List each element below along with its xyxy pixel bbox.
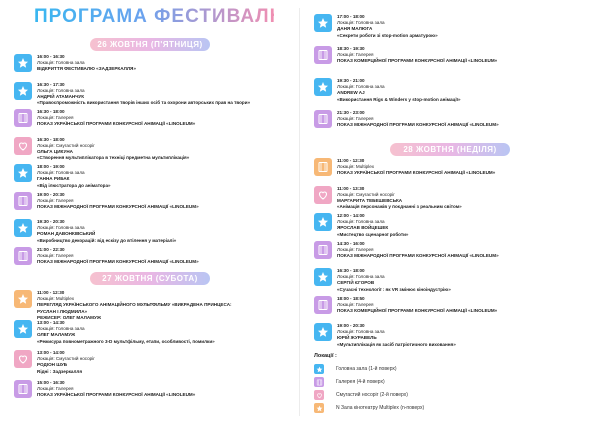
event-location: Локація: Головна зала [37,60,85,66]
event-time: 17:00 - 18:00 [337,14,365,19]
event-location: Локація: Multiplex [37,296,75,302]
event-text [37,290,299,321]
event-location: Локація: Галерея [337,52,374,58]
star-icon [14,164,32,182]
event-description: «Правоспроможність використання творів інших осіб та охорони авторських прав на твори» [37,100,251,106]
event-location: Локація: Multiplex [337,164,375,170]
legend-label: Головна зала (1-й поверх) [336,366,397,372]
event-location: Локація: Головна зала [37,170,85,176]
event-text [337,78,599,103]
event-text [337,323,599,348]
event-description: «Анімація персонажів у поєднанні з реальним світом» [337,204,462,210]
event-location: Локація: Галерея [337,116,374,122]
film-icon [14,192,32,210]
legend-label: N Зала кінотеатру Multiplex (n-поверх) [336,405,425,411]
event-speaker: АНДРІЙ АТАМАНЧУК [37,93,85,99]
heart-icon [314,390,324,400]
event-time: 11:00 - 13:30 [337,185,365,191]
event-description: «Виробництво декорацій: від ескізу до втілення у матеріалі» [37,237,177,243]
event-location: Локація: Головна зала [337,84,385,90]
legend-item [314,377,514,387]
event-text [37,350,299,375]
event-time: 16:30 - 18:00 [337,268,365,273]
event-text [337,158,599,177]
event-location: Локація: Головна зала [337,219,385,225]
event-speaker: РОДІОН ШУБ [37,362,68,368]
event-text [37,82,299,107]
event-speaker: МАРГАРИТА ТЕБЕШЕВСЬКА [337,197,403,203]
event-text [337,268,599,293]
event-text [337,46,599,65]
event-text [37,219,299,244]
event-location: Локація: Головна зала [337,20,385,26]
event-description: ПОКАЗ МІЖНАРОДНОЇ ПРОГРАМИ КОНКУРСНОЇ АНІМАЦІЇ «LINOLEUM» [37,258,199,264]
star-icon [314,78,332,96]
film-icon [314,296,332,314]
event-location: Локація: Галерея [37,252,74,258]
event-description: ПОКАЗ МІЖНАРОДНОЇ ПРОГРАМИ КОНКУРСНОЇ АНІМАЦІЇ «LINOLEUM» [337,252,499,258]
star-icon [14,82,32,100]
event-time: 16:00 - 16:30 [37,54,65,59]
day-header-26: 26 ЖОВТНЯ (П'ЯТНИЦЯ) [90,38,210,51]
event-time: 13:00 - 14:30 [37,320,65,325]
event-time: 13:00 - 14:00 [37,350,65,355]
column-divider [299,8,300,416]
event-location: Локація: Головна зала [337,329,385,335]
event-location: Локація: Смугастий носоріг [337,191,395,197]
star-icon [14,320,32,338]
event-location: Локація: Смугастий носоріг [37,356,95,362]
event-text [37,54,299,73]
event-time: 19:30 - 20:30 [37,219,65,224]
film-icon [14,247,32,265]
event-time: 19:30 - 21:00 [337,78,365,83]
film-icon [314,158,332,176]
event-time: 21:30 - 23:00 [337,110,365,115]
legend-label: Галерея (4-й поверх) [336,379,385,385]
event-time: 15:00 - 16:30 [37,380,65,385]
event-speaker: ПЕРЕГЛЯД УКРАЇНСЬКОГО АНІМАЦІЙНОГО МУЛЬТФІЛЬМУ «ВИКРАДЕНА ПРИНЦЕСА: [37,302,232,308]
event-text [37,109,299,128]
event-speaker: ЮРІЙ ЖУРАВЕЛЬ [337,335,377,341]
star-icon [14,219,32,237]
event-location: Локація: Головна зала [37,225,85,231]
event-location: Локація: Головна зала [37,87,85,93]
film-icon [14,380,32,398]
event-time: 18:30 - 19:30 [337,46,365,51]
event-speaker: РОМАН ДАВОНКІВСЬКИЙ [37,231,96,237]
heart-icon [314,186,332,204]
event-location: Локація: Галерея [37,115,74,121]
event-time: 14:30 - 16:00 [337,240,365,246]
event-text [37,247,299,266]
page-title: ПРОГРАМА ФЕСТИВАЛЮ [34,6,291,27]
event-text [337,296,599,315]
event-description: «Від ілюстратора до аніматора» [37,182,111,188]
star-icon [314,268,332,286]
event-text [37,164,299,189]
event-location: Локація: Галерея [37,386,74,392]
event-description: Rідні : Задзеркалля [37,368,83,374]
star-icon [14,54,32,72]
day-header-27: 27 ЖОВТНЯ (СУБОТА) [90,272,210,285]
day-header-28: 28 ЖОВТНЯ (НЕДІЛЯ) [390,143,510,156]
event-text [37,137,299,162]
star-icon [14,290,32,308]
event-text [337,14,599,39]
event-speaker: ДАНЯ МАЛЮГА [337,26,373,32]
event-description: ПОКАЗ КОМЕРЦІЙНОЇ ПРОГРАМИ КОНКУРСНОЇ АНІМАЦІЇ «LINOLEUM» [337,307,498,313]
heart-icon [14,350,32,368]
event-location: Локація: Смугастий носоріг [37,142,95,148]
event-time: 18:00 - 19:00 [37,164,65,169]
event-time: 19:00 - 20:30 [337,323,365,328]
event-speaker: ЯРОСЛАВ ВОЙЦЕШЕК [337,225,389,231]
event-location: Локація: Головна зала [37,326,85,332]
film-icon [314,110,332,128]
event-description: «Використання Rigs & Winders у stop-motion анімації» [337,96,461,102]
event-location: Локація: Галерея [337,301,374,307]
event-description: «Сучасні технології : як VR змінює кіноіндустрію» [337,286,451,292]
event-speaker: ANDREW AJ [337,90,365,96]
event-location: Локація: Головна зала [337,274,385,280]
legend-label: Смугастий носоріг (2-й поверх) [336,392,408,398]
star-icon [314,364,324,374]
event-description: ПОКАЗ УКРАЇНСЬКОЇ ПРОГРАМИ КОНКУРСНОЇ АНІМАЦІЇ «LINOLEUM» [37,392,196,398]
event-time: 11:00 - 12:30 [37,290,65,295]
film-icon [314,241,332,259]
event-text [337,213,599,238]
film-icon [314,46,332,64]
star-icon [314,14,332,32]
event-time: 12:00 - 14:00 [337,213,365,218]
event-text [37,380,299,399]
event-description: ПОКАЗ МІЖНАРОДНОЇ ПРОГРАМИ КОНКУРСНОЇ АНІМАЦІЇ «LINOLEUM» [337,122,499,128]
film-icon [314,377,324,387]
event-description: ВІДКРИТТЯ ФЕСТИВАЛЮ «ЗАДЗЕРКАЛЛЯ» [37,66,136,72]
event-text [337,241,599,260]
star-icon [314,403,324,413]
legend-title: Локації : [314,353,337,359]
event-location: Локація: Галерея [37,197,74,203]
event-time: 16:30 - 17:30 [37,81,65,87]
event-speaker: ОЛЕГ МАЛАМУЖ [37,332,76,338]
heart-icon [14,137,32,155]
event-speaker: СЕРГІЙ ЄГОРОВ [337,280,375,286]
event-time: 18:00 - 18:50 [337,295,365,301]
event-description: «Режисура повнометражного 3-D мультфільму, етапи, особливості, помилки» [37,338,215,344]
event-time: 16:30 - 18:00 [37,109,65,114]
event-text [337,186,599,211]
legend-item [314,390,514,400]
event-description: «Мистецтво сценарної роботи» [337,231,409,237]
event-description: ПОКАЗ КОМЕРЦІЙНОЇ ПРОГРАМИ КОНКУРСНОЇ АНІМАЦІЇ «LINOLEUM» [337,58,498,64]
event-text [37,192,299,211]
event-time: 21:00 - 22:30 [37,246,65,252]
star-icon [314,213,332,231]
event-description: ПОКАЗ УКРАЇНСЬКОЇ ПРОГРАМИ КОНКУРСНОЇ АНІМАЦІЇ «LINOLEUM» [37,121,196,127]
event-description: «Секрети роботи зі stop-motion арматурою» [337,32,438,38]
event-time: 11:00 - 12:30 [337,158,365,163]
event-description: ПОКАЗ УКРАЇНСЬКОЇ ПРОГРАМИ КОНКУРСНОЇ АНІМАЦІЇ «LINOLEUM» [337,170,496,176]
star-icon [314,323,332,341]
event-text [337,110,599,129]
event-time: 16:30 - 18:00 [37,136,65,142]
event-description: «Створення мультиплікатора в техніці предметна мультиплікація» [37,155,190,161]
event-speaker: ОЛЬГА ЦИКУНА [37,148,73,154]
event-description: РУСЛАН І ЛЮДМИЛА» [37,308,88,314]
event-location: Локація: Галерея [337,246,374,252]
film-icon [14,109,32,127]
event-text [37,320,299,345]
legend-item [314,403,514,413]
legend-item [314,364,514,374]
event-description: ПОКАЗ МІЖНАРОДНОЇ ПРОГРАМИ КОНКУРСНОЇ АНІМАЦІЇ «LINOLEUM» [37,203,199,209]
event-extra: РЕЖИСЕР: ОЛЕГ МАЛАМУЖ [37,314,101,320]
event-time: 19:00 - 20:30 [37,191,65,197]
event-description: «Мультиплікація як засіб патріотичного виховання» [337,341,456,347]
event-speaker: ГАННА РИБАК [37,176,70,182]
